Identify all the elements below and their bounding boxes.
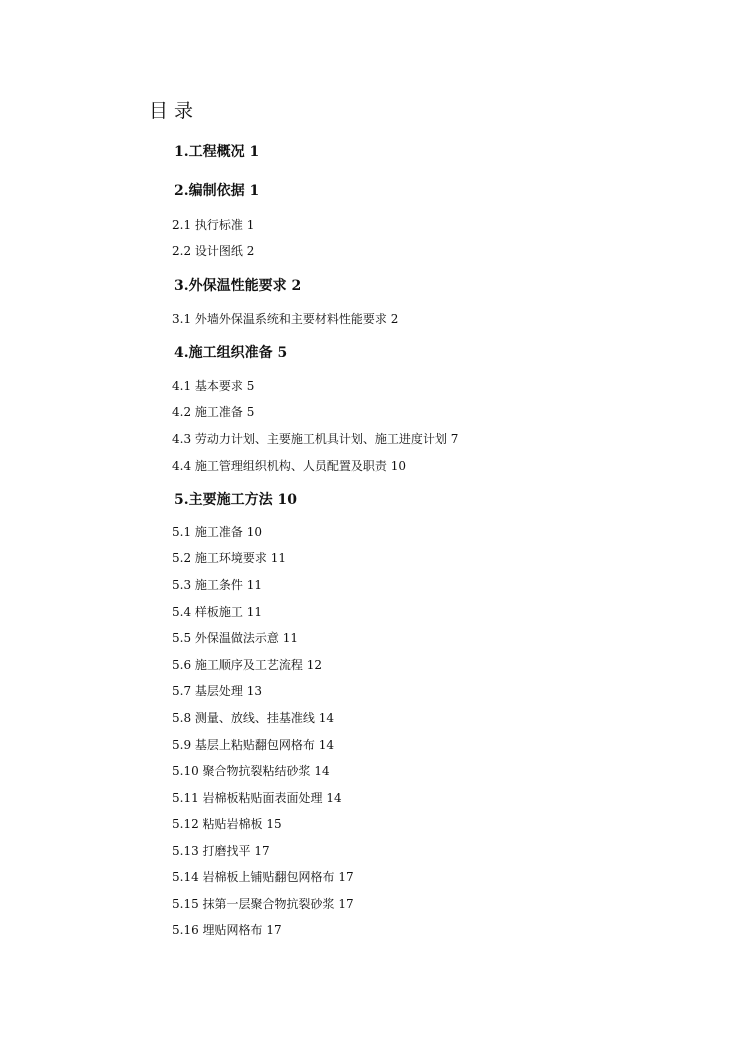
toc-heading-4[interactable]: 4.施工组织准备 5 [174,345,288,361]
toc-item-2-2[interactable]: 2.2 设计图纸 2 [172,244,255,258]
toc-item-5-16[interactable]: 5.16 埋贴网格布 17 [172,923,282,937]
toc-item-5-3[interactable]: 5.3 施工条件 11 [172,578,262,592]
toc-item-4-1[interactable]: 4.1 基本要求 5 [172,379,255,393]
toc-item-5-14[interactable]: 5.14 岩棉板上铺贴翻包网格布 17 [172,870,354,884]
toc-heading-1[interactable]: 1.工程概况 1 [174,144,260,160]
toc-item-2-1[interactable]: 2.1 执行标准 1 [172,218,255,232]
toc-item-4-4[interactable]: 4.4 施工管理组织机构、人员配置及职责 10 [172,459,406,473]
toc-item-4-2[interactable]: 4.2 施工准备 5 [172,405,255,419]
toc-item-5-15[interactable]: 5.15 抹第一层聚合物抗裂砂浆 17 [172,897,354,911]
toc-item-5-8[interactable]: 5.8 测量、放线、挂基准线 14 [172,711,334,725]
toc-item-5-4[interactable]: 5.4 样板施工 11 [172,605,262,619]
toc-heading-3[interactable]: 3.外保温性能要求 2 [174,278,302,294]
toc-item-3-1[interactable]: 3.1 外墙外保温系统和主要材料性能要求 2 [172,312,399,326]
toc-item-5-11[interactable]: 5.11 岩棉板粘贴面表面处理 14 [172,791,342,805]
page-title: 目录 [149,100,200,122]
toc-heading-2[interactable]: 2.编制依据 1 [174,183,260,199]
toc-item-5-7[interactable]: 5.7 基层处理 13 [172,684,262,698]
toc-item-5-12[interactable]: 5.12 粘贴岩棉板 15 [172,817,282,831]
toc-item-5-9[interactable]: 5.9 基层上粘贴翻包网格布 14 [172,738,334,752]
toc-item-5-5[interactable]: 5.5 外保温做法示意 11 [172,631,298,645]
toc-item-5-6[interactable]: 5.6 施工顺序及工艺流程 12 [172,658,322,672]
toc-item-5-2[interactable]: 5.2 施工环境要求 11 [172,551,286,565]
toc-heading-5[interactable]: 5.主要施工方法 10 [174,492,297,508]
toc-item-5-13[interactable]: 5.13 打磨找平 17 [172,844,270,858]
toc-item-5-1[interactable]: 5.1 施工准备 10 [172,525,262,539]
toc-item-5-10[interactable]: 5.10 聚合物抗裂粘结砂浆 14 [172,764,330,778]
toc-item-4-3[interactable]: 4.3 劳动力计划、主要施工机具计划、施工进度计划 7 [172,432,459,446]
